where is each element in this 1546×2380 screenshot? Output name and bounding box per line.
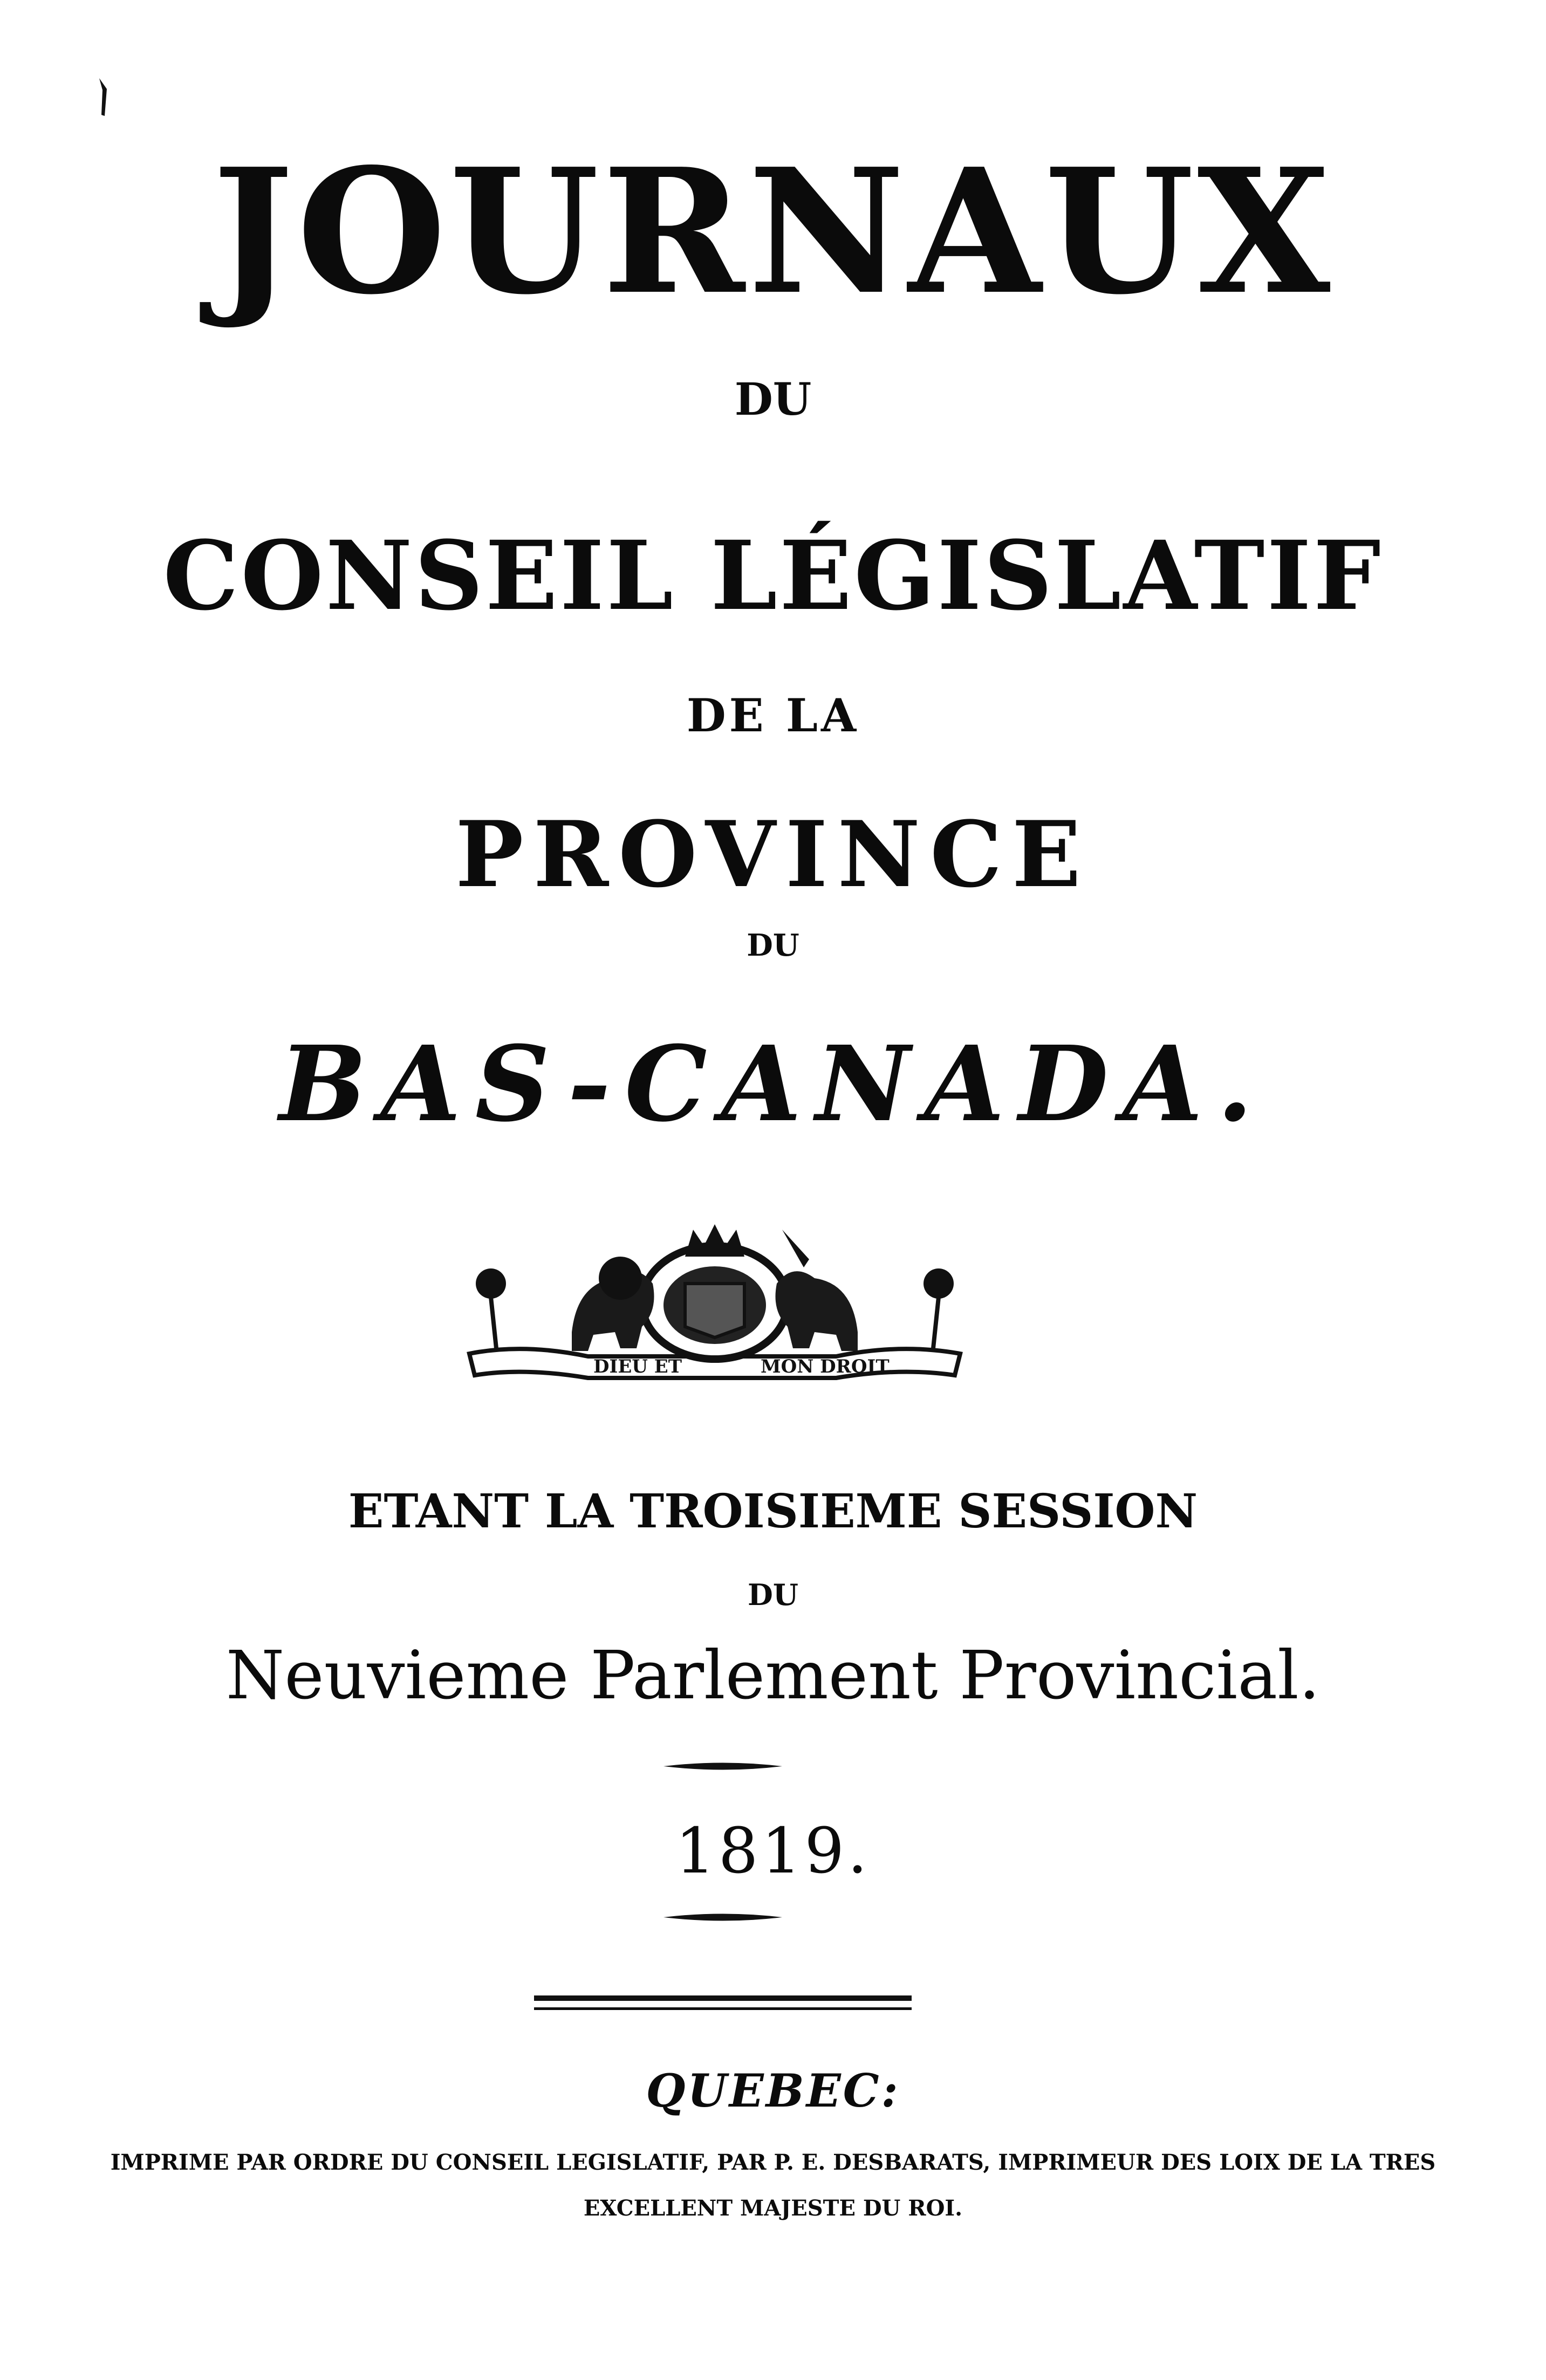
preposition-de-la: DE LA	[686, 689, 860, 742]
imprint-line-1: IMPRIME PAR ORDRE DU CONSEIL LEGISLATIF, PAR P. E. DESBARATS, IMPRIMEUR DES LOIX DE LA TRES	[110, 2150, 1436, 2175]
title-province: PROVINCE	[455, 801, 1091, 908]
preposition-du-2: DU	[747, 928, 799, 963]
preposition-du-3: DU	[748, 1577, 798, 1612]
preposition-du-1: DU	[734, 374, 812, 426]
title-journaux: JOURNAUX	[212, 131, 1334, 332]
imprint-line-2: EXCELLENT MAJESTE DU ROI.	[583, 2196, 963, 2221]
motto-right: MON DROIT	[761, 1356, 890, 1377]
thin-rule	[534, 2007, 912, 2010]
rule-ornament-top	[663, 1758, 782, 1774]
royal-coat-of-arms-icon	[459, 1219, 971, 1391]
session-statement: ETANT LA TROISIEME SESSION	[348, 1484, 1198, 1539]
parliament-statement: Neuvieme Parlement Provincial.	[225, 1637, 1321, 1714]
ink-mark	[97, 78, 109, 116]
title-bas-canada: BAS-CANADA.	[279, 1024, 1267, 1145]
rule-ornament-bottom	[663, 1909, 782, 1925]
imprint-city: QUEBEC:	[646, 2064, 900, 2117]
title-conseil-legislatif: CONSEIL LÉGISLATIF	[163, 520, 1383, 632]
thick-rule	[534, 1995, 912, 2001]
double-rule-divider	[534, 1995, 912, 2014]
motto-left: DIEU ET	[593, 1356, 682, 1377]
publication-year: 1819.	[675, 1815, 871, 1888]
